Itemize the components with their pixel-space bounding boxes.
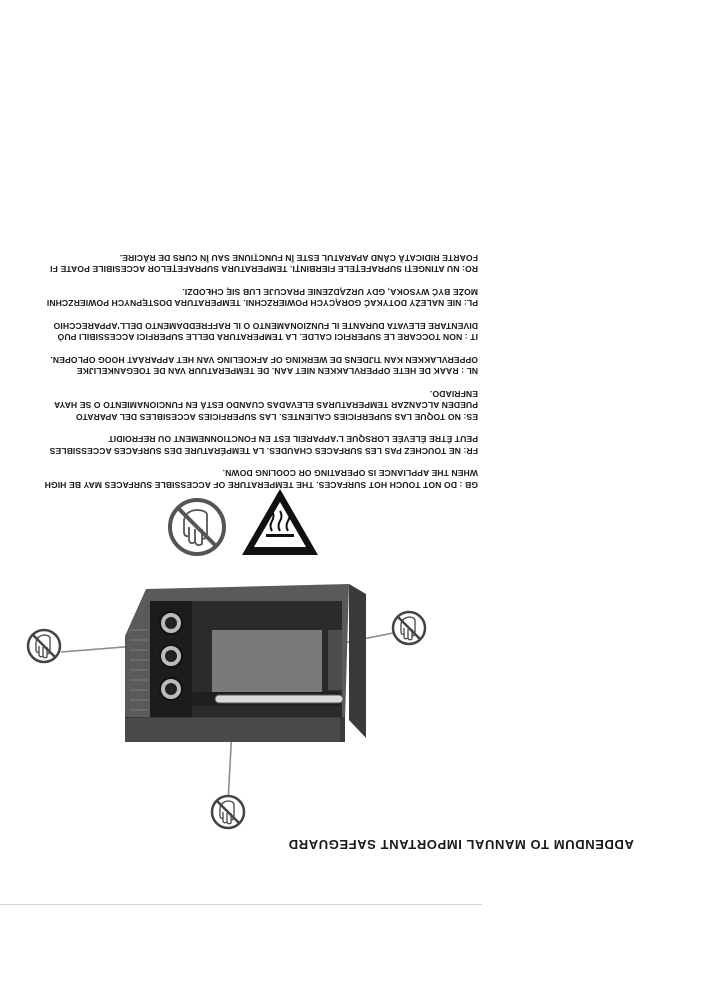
warning-nl: NL : RAAK DE HETE OPPERVLAKKEN NIET AAN. DE TEMPERATUUR VAN DE TOEGANKELIJKE OPPERVLAKKEN KAN TIJDENS DE WERKING OF AFKOELING VAN HET APPARAAT HOOG OPLOPEN. — [50, 355, 478, 377]
oven-side — [349, 584, 366, 738]
hot-surface-warning-icon — [242, 489, 318, 555]
warning-it: IT : NON TOCCARE LE SUPERFICI CALDE. LA TEMPERATURA DELLE SUPERFICI ACCESSIBILI PUÒ DIVENTARE ELEVATA DURANTE IL FUNZIONAMENTO O IL RAFFREDDAMENTO DELL'APPARECCHIO — [53, 321, 478, 343]
warning-pl: PL: NIE NALEŻY DOTYKAĆ GORĄCYCH POWIERZCHNI. TEMPERATURA DOSTĘPNYCH POWIERZCHNI MOŻE BYĆ WYSOKA, GDY URZĄDZENIE PRACUJE LUB SIĘ CHŁODZI. — [46, 287, 478, 309]
callout-icon-left — [393, 612, 425, 644]
multilingual-warnings — [42, 241, 478, 491]
document-title: ADDENDUM TO MANUAL IMPORTANT SAFEGUARD — [288, 837, 634, 852]
warning-gb: GB : DO NOT TOUCH HOT SURFACES. THE TEMPERATURE OF ACCESSIBLE SURFACES MAY BE HIGH WHEN THE APPLIANCE IS OPERATING OR COOLING DOWN. — [44, 468, 478, 490]
warning-fr: FR: NE TOUCHEZ PAS LES SURFACES CHAUDES. LA TEMPÉRATURE DES SURFACES ACCESSIBLES PEUT ÊTRE ÉLEVÉE LORSQUE L'APPAREIL EST EN FONCTIONNEMENT OU REFROIDIT — [49, 434, 478, 456]
callout-icon-right — [28, 630, 60, 662]
oven-handle — [215, 695, 343, 703]
do-not-touch-icon — [170, 500, 224, 554]
warning-es: ES: NO TOQUE LAS SUPERFICIES CALIENTES. LAS SUPERFICIES ACCESIBLES DEL APARATO PUEDEN ALCANZAR TEMPERATURAS ELEVADAS CUANDO ESTÁ EN FUNCIONAMIENTO O SE HAYA ENFRIADO. — [54, 389, 478, 422]
callout-icon-top — [212, 796, 244, 828]
warning-ro: RO: NU ATINGEȚI SUPRAFEȚELE FIERBINȚI. TEMPERATURA SUPRAFEȚELOR ACCESIBILE POATE FI FOARTE RIDICATĂ CÂND APARATUL ESTE ÎN FUNCȚIUNE SAU ÎN CURS DE RĂCIRE. — [50, 253, 478, 275]
oven-glass — [212, 630, 322, 700]
